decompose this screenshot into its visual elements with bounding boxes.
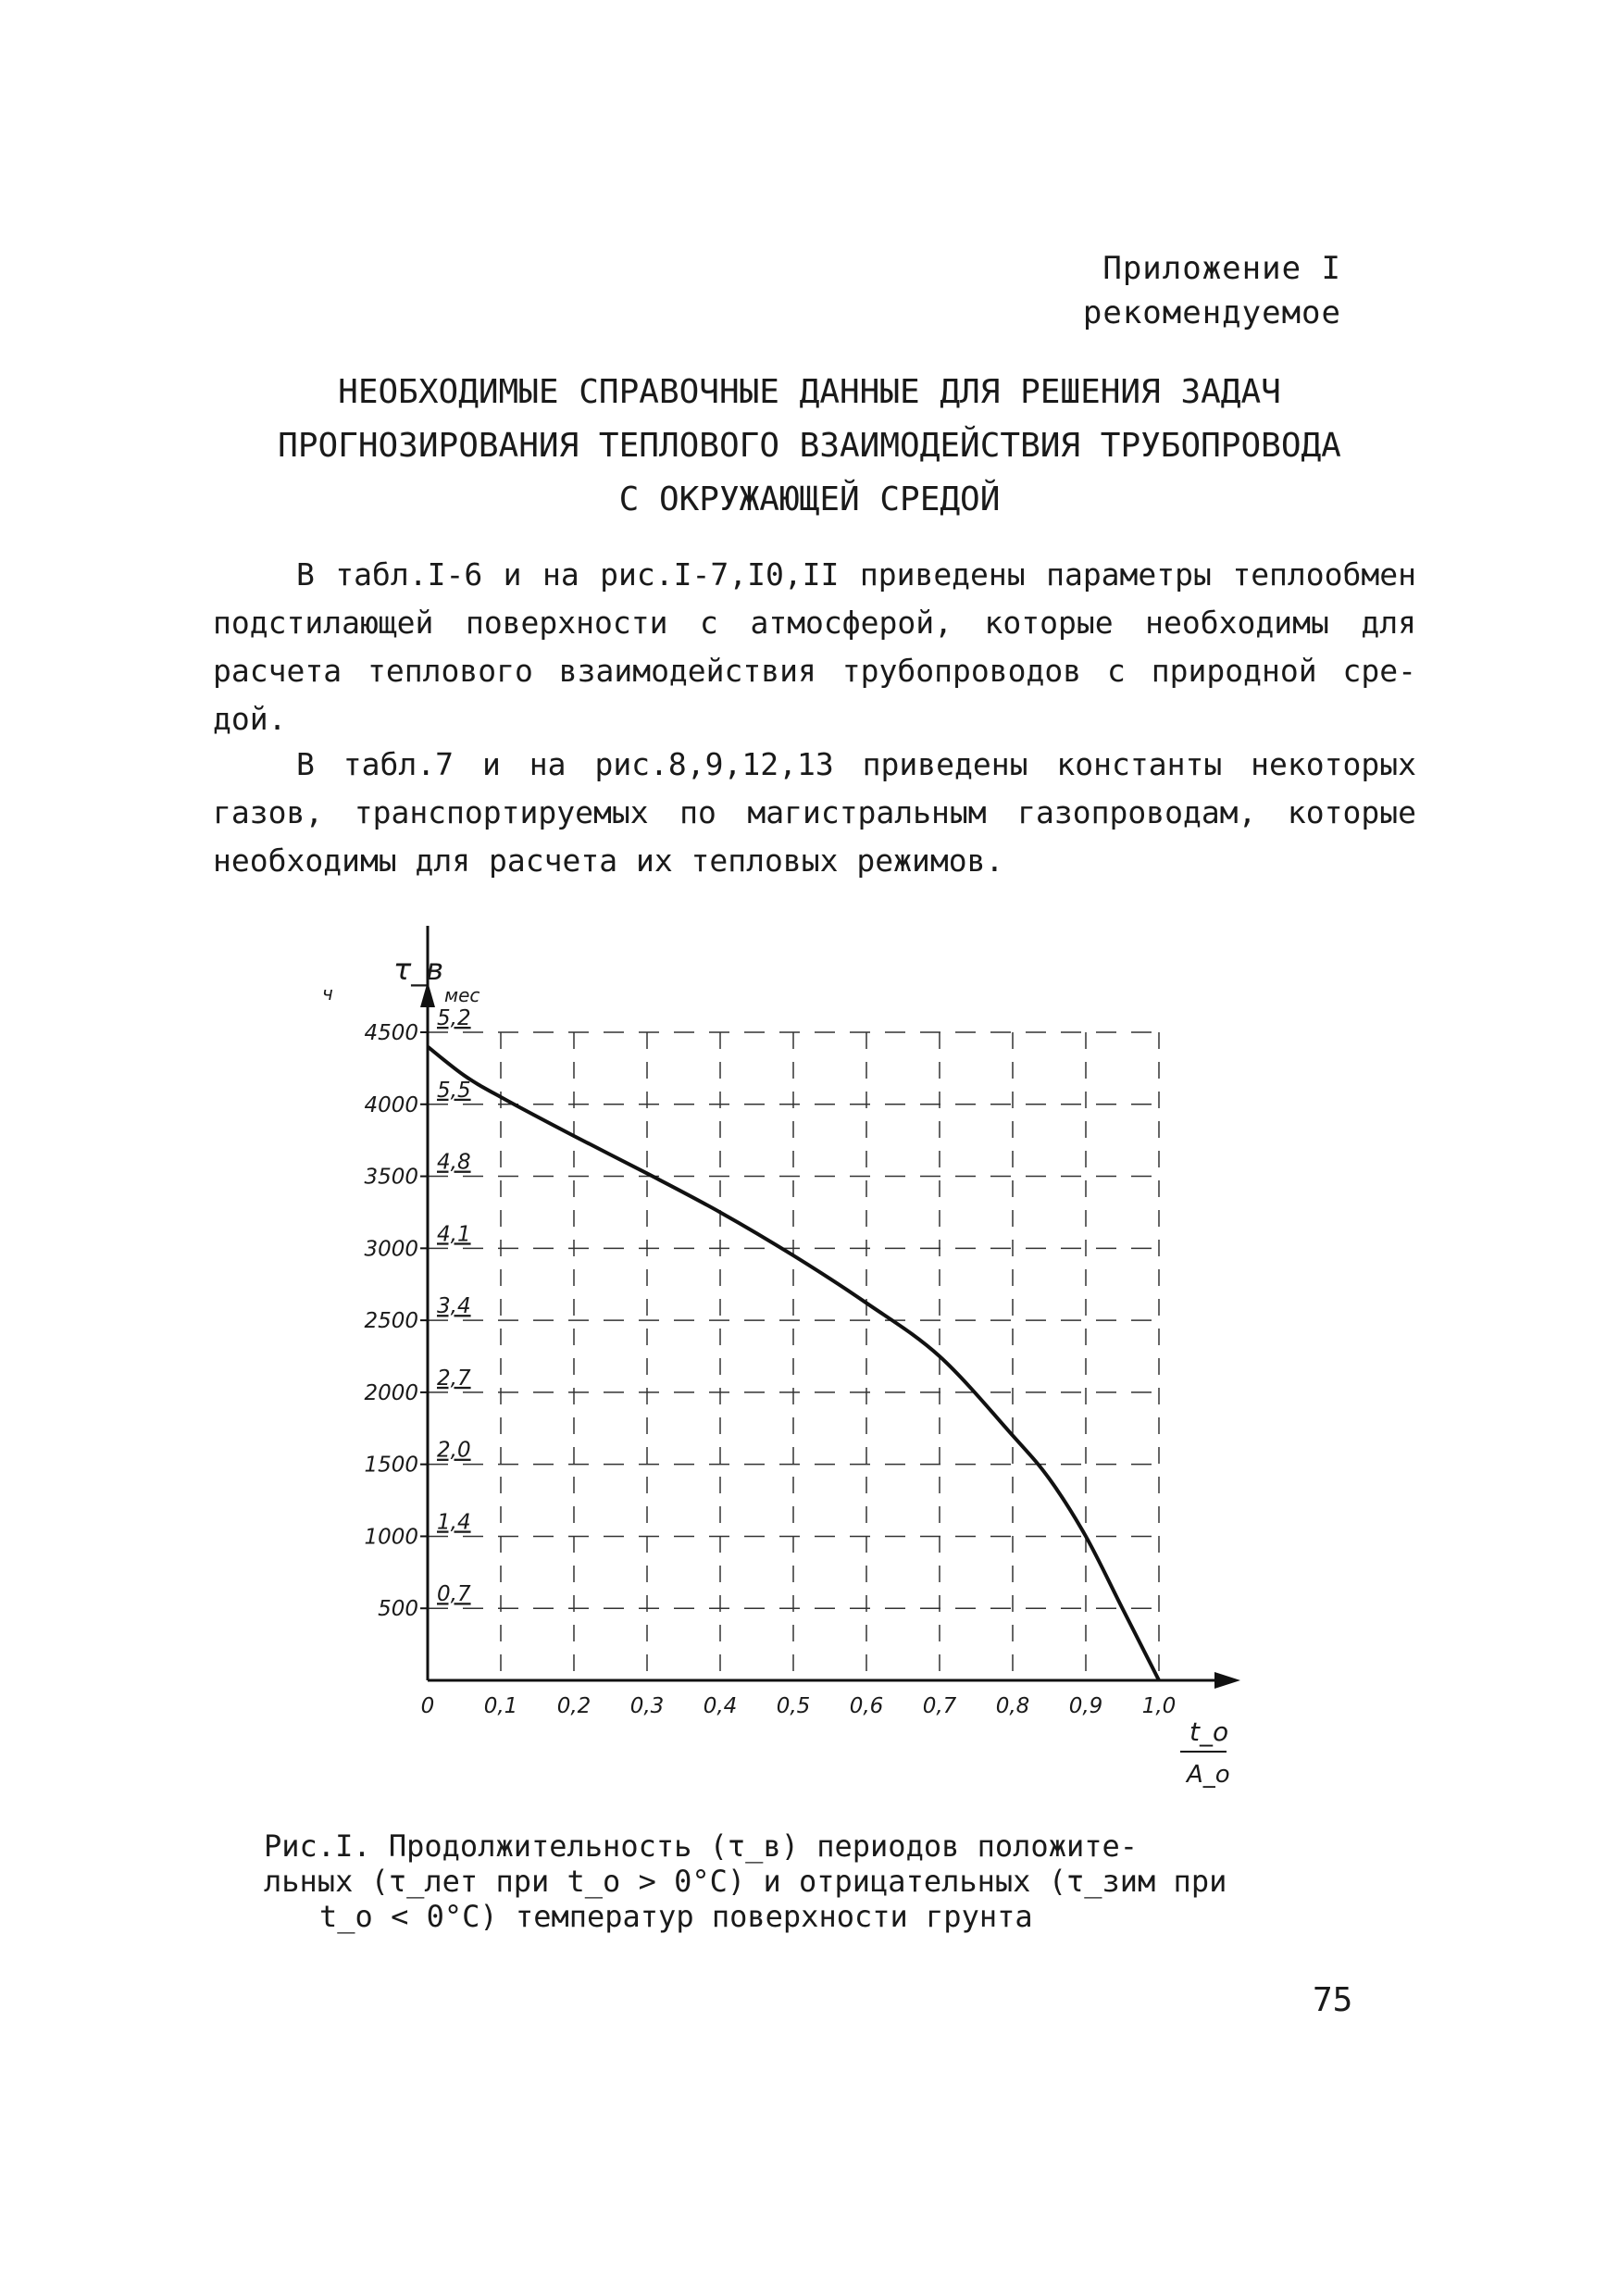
x-tick-label: 0	[420, 1694, 435, 1718]
y-tick-label-months: 5,5	[437, 1078, 471, 1103]
y-tick-label-hours: 3500	[364, 1165, 418, 1190]
y-tick-label-months: 2,7	[437, 1366, 471, 1391]
y-tick-label-hours: 3000	[364, 1237, 418, 1262]
x-tick-labels	[421, 1694, 1177, 1718]
caption-line-1: Рис.I. Продолжительность (τ_в) периодов положите-	[264, 1828, 1139, 1864]
paragraph-2-text: В табл.7 и на рис.8,9,12,13 приведены константы некоторых газов, транспортируемых по магистральным газопроводам, которые необходимы для расчета их тепловых режимов.	[213, 746, 1416, 879]
page-number: 75	[1313, 1981, 1353, 2019]
y-tick-label-hours: 500	[378, 1597, 418, 1622]
y-tick-label-hours: 2500	[364, 1309, 418, 1334]
y-tick-label-hours: 4000	[364, 1092, 418, 1117]
document-title	[0, 366, 1619, 527]
x-tick-label: 0,8	[995, 1694, 1030, 1718]
y-tick-label-months: 0,7	[437, 1582, 471, 1607]
caption-line-2: льных (τ_лет при t_о > 0°C) и отрицательных (τ_зим при	[264, 1864, 1227, 1899]
chart-axes	[420, 926, 1240, 1689]
x-label-numerator: t_о	[1189, 1716, 1229, 1747]
chart-grid	[428, 1032, 1159, 1680]
x-axis-arrow	[1214, 1672, 1240, 1689]
paragraph-2	[213, 741, 1416, 885]
x-label-denominator: А_о	[1187, 1761, 1230, 1789]
title-line-1: НЕОБХОДИМЫЕ СПРАВОЧНЫЕ ДАННЫЕ ДЛЯ РЕШЕНИЯ ЗАДАЧ	[338, 373, 1281, 411]
x-tick-label: 0,9	[1068, 1694, 1103, 1718]
y-tick-labels	[364, 1006, 470, 1621]
title-line-3: С ОКРУЖАЮЩЕЙ СРЕДОЙ	[618, 480, 1001, 518]
y-unit-hours: ч	[322, 982, 333, 1004]
x-tick-label: 0,6	[849, 1694, 884, 1718]
y-tick-label-hours: 4500	[364, 1021, 418, 1045]
duration-chart	[296, 926, 1268, 1805]
paragraph-1	[213, 551, 1416, 743]
appendix-status: рекомендуемое	[1082, 294, 1341, 331]
appendix-label: Приложение I	[1102, 250, 1341, 287]
x-tick-label: 0,5	[776, 1694, 811, 1718]
y-symbol: τ_в	[393, 952, 444, 987]
y-tick-label-months: 1,4	[437, 1510, 471, 1535]
x-tick-label: 0,3	[629, 1694, 665, 1718]
caption-line-3: t_о < 0°C) температур поверхности грунта	[319, 1899, 1033, 1934]
y-tick-label-hours: 1500	[364, 1453, 418, 1478]
x-tick-label: 0,2	[556, 1694, 592, 1718]
x-tick-label: 1,0	[1141, 1694, 1177, 1718]
y-tick-label-hours: 1000	[364, 1525, 418, 1550]
y-unit-months: мес	[444, 984, 480, 1006]
y-tick-label-months: 4,8	[437, 1150, 471, 1175]
x-tick-label: 0,7	[922, 1694, 957, 1718]
y-tick-label-hours: 2000	[364, 1380, 418, 1405]
x-tick-label: 0,4	[703, 1694, 738, 1718]
x-tick-label: 0,1	[483, 1694, 518, 1718]
figure-caption	[264, 1828, 1328, 1934]
y-tick-label-months: 2,0	[437, 1438, 471, 1463]
y-tick-label-months: 4,1	[437, 1222, 471, 1247]
y-tick-label-months: 5,2	[437, 1006, 471, 1030]
title-line-2: ПРОГНОЗИРОВАНИЯ ТЕПЛОВОГО ВЗАИМОДЕЙСТВИЯ ТРУБОПРОВОДА	[278, 427, 1341, 465]
paragraph-1-text: В табл.I-6 и на рис.I-7,I0,II приведены параметры теплообмен подстилающей поверхности с атмосферой, которые необходимы для расчета теплового взаимодействия трубопроводов с природной сре-дой.	[213, 556, 1416, 737]
y-tick-label-months: 3,4	[437, 1294, 471, 1319]
